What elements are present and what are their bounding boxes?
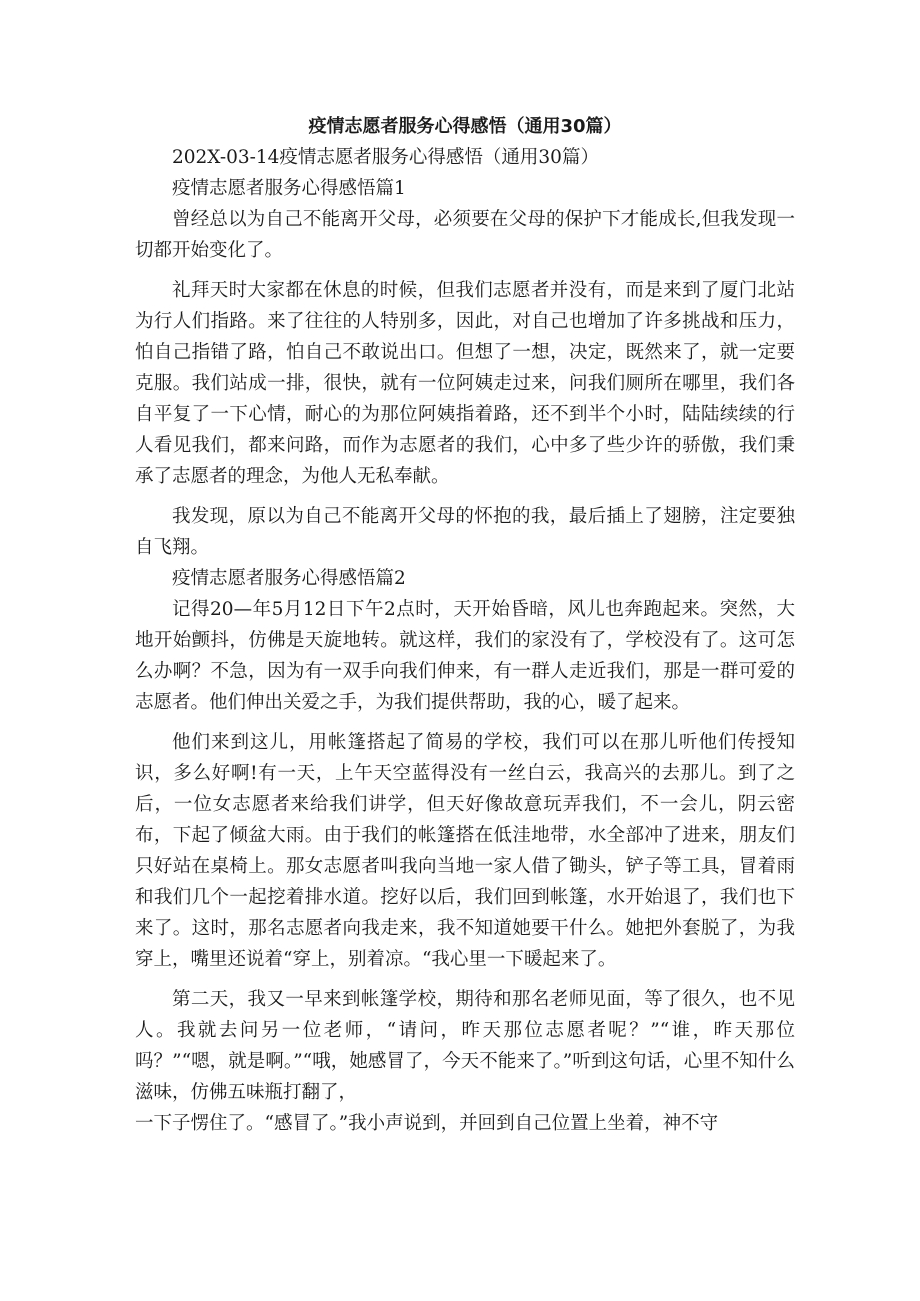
date-line: 202X-03-14疫情志愿者服务心得感悟（通用30篇） [172,147,599,168]
document-title: 疫情志愿者服务心得感悟（通用30篇） [308,116,622,137]
section-1-paragraph-1: 曾经总以为自己不能离开父母，必须要在父母的保护下才能成长,但我发现一切都开始变化了。 [135,209,795,261]
section-2-paragraph-2: 他们来到这儿，用帐篷搭起了简易的学校，我们可以在那儿听他们传授知识，多么好啊!有一天，上午天空蓝得没有一丝白云，我高兴的去那儿。到了之后，一位女志愿者来给我们讲学，但天好像故意玩弄我们，不一会儿，阴云密布，下起了倾盆大雨。由于我们的帐篷搭在低洼地带，水全部冲了进来，朋友们只好站在桌椅上。那女志愿者叫我向当地一家人借了锄头，铲子等工具，冒着雨和我们几个一起挖着排水道。挖好以后，我们回到帐篷，水开始退了，我们也下来了。这时，那名志愿者向我走来，我不知道她要干什么。她把外套脱了，为我穿上，嘴里还说着“穿上，别着凉。“我心里一下暖起来了。 [135,732,795,970]
document-page [135,112,795,1139]
section-1-heading: 疫情志愿者服务心得感悟篇1 [172,178,406,199]
section-2-paragraph-4: 一下子愣住了。“感冒了。”我小声说到，并回到自己位置上坐着，神不守 [135,1113,719,1134]
section-2-paragraph-1: 记得20—年5月12日下午2点时，天开始昏暗，风儿也奔跑起来。突然，大地开始颤抖，仿佛是天旋地转。就这样，我们的家没有了，学校没有了。这可怎么办啊？不急，因为有一双手向我们伸来，有一群人走近我们，那是一群可爱的志愿者。他们伸出关爱之手，为我们提供帮助，我的心，暖了起来。 [135,599,795,713]
section-1-paragraph-3: 我发现，原以为自己不能离开父母的怀抱的我，最后插上了翅膀，注定要独自飞翔。 [135,506,795,558]
section-2-heading: 疫情志愿者服务心得感悟篇2 [172,568,406,589]
section-2-paragraph-3: 第二天，我又一早来到帐篷学校，期待和那名老师见面，等了很久，也不见人。我就去问另一位老师，“请问，昨天那位志愿者呢？”“谁，昨天那位吗？”“嗯，就是啊。”“哦，她感冒了，今天不能来了。”听到这句话，心里不知什么滋味，仿佛五味瓶打翻了， [135,989,795,1103]
section-1-paragraph-2: 礼拜天时大家都在休息的时候，但我们志愿者并没有，而是来到了厦门北站为行人们指路。来了往往的人特别多，因此，对自己也增加了许多挑战和压力，怕自己指错了路，怕自己不敢说出口。但想了一想，决定，既然来了，就一定要克服。我们站成一排，很快，就有一位阿姨走过来，问我们厕所在哪里，我们各自平复了一下心情，耐心的为那位阿姨指着路，还不到半个小时，陆陆续续的行人看见我们，都来问路，而作为志愿者的我们，心中多了些少许的骄傲，我们秉承了志愿者的理念，为他人无私奉献。 [135,280,795,487]
